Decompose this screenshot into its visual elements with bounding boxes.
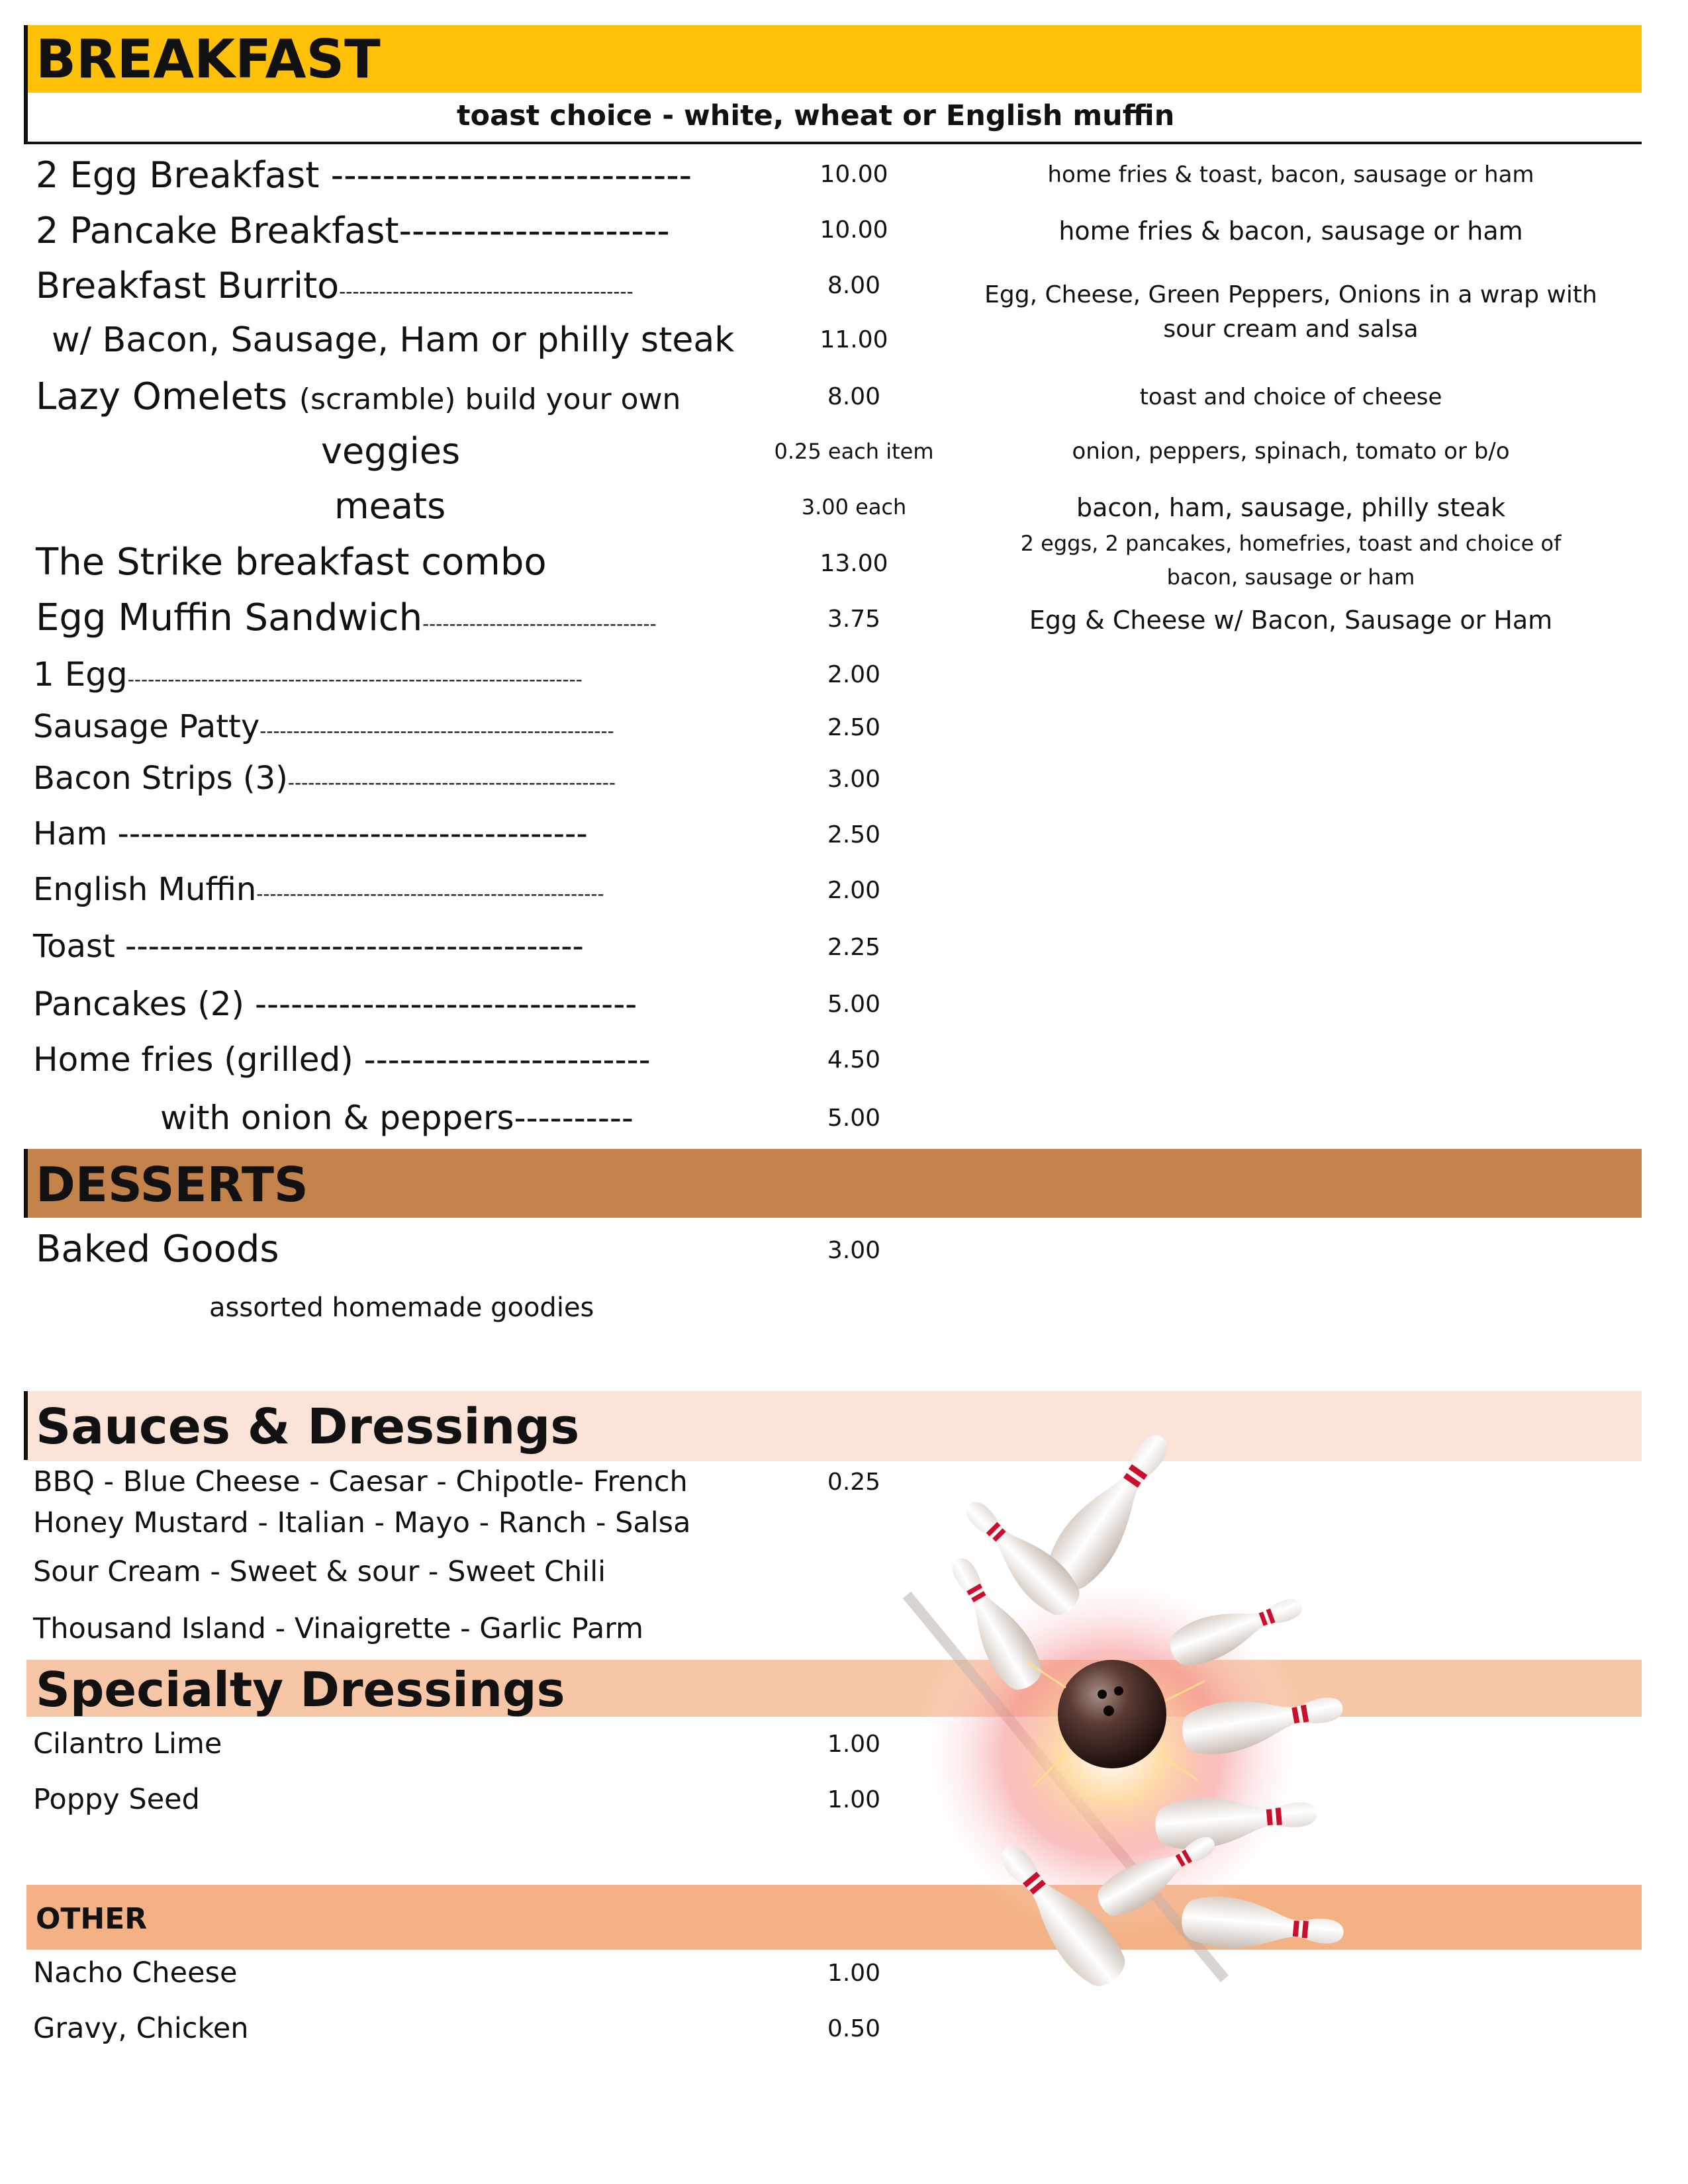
item-note: toast and choice of cheese — [1139, 384, 1442, 410]
item-note: Egg & Cheese w/ Bacon, Sausage or Ham — [1029, 606, 1553, 635]
toast-choice-note: toast choice - white, wheat or English muffin — [457, 99, 1175, 132]
item-dash-leader: ----------------------------------------------------- — [259, 720, 614, 742]
sauce-line: BBQ - Blue Cheese - Caesar - Chipotle- French — [33, 1465, 688, 1498]
menu-item-ham: Ham ----------------------------------------- — [33, 815, 588, 852]
other-item: Gravy, Chicken — [33, 2012, 249, 2045]
menu-item-lazy-omelets — [36, 375, 681, 418]
desserts-left-rule — [24, 1149, 28, 1218]
menu-item-home-fries-onion-peppers: with onion & peppers---------- — [160, 1099, 633, 1137]
bowling-strike-image — [894, 1410, 1489, 2071]
menu-item-2-egg-breakfast: 2 Egg Breakfast ---------------------------- — [36, 154, 692, 196]
sauces-left-rule — [24, 1391, 28, 1460]
item-name: Breakfast Burrito — [36, 265, 340, 306]
item-dash-leader: -------------------------------------------------------------------- — [127, 668, 583, 690]
sauce-line: Thousand Island - Vinaigrette - Garlic Parm — [33, 1612, 644, 1645]
specialty-item: Poppy Seed — [33, 1783, 200, 1816]
sauce-line: Sour Cream - Sweet & sour - Sweet Chili — [33, 1555, 606, 1588]
item-note: onion, peppers, spinach, tomato or b/o — [1072, 438, 1510, 465]
bowling-pins-icon — [894, 1410, 1489, 2071]
menu-item-home-fries: Home fries (grilled) ------------------------ — [33, 1040, 651, 1079]
menu-item-veggies: veggies — [321, 430, 461, 472]
breakfast-divider — [24, 142, 1642, 144]
menu-item-burrito-meat-upgrade: w/ Bacon, Sausage, Ham or philly steak — [52, 320, 735, 360]
breakfast-left-rule — [24, 25, 28, 144]
menu-item-meats: meats — [334, 485, 446, 527]
other-item: Nacho Cheese — [33, 1956, 238, 1989]
item-note: Egg, Cheese, Green Peppers, Onions in a wrap with sour cream and salsa — [984, 281, 1597, 343]
specialty-title: Specialty Dressings — [36, 1662, 565, 1717]
menu-item-bacon-strips — [33, 760, 616, 797]
item-name: English Muffin — [33, 871, 257, 908]
item-note: 2 eggs, 2 pancakes, homefries, toast and choice of bacon, sausage or ham — [1020, 531, 1562, 590]
menu-item-baked-goods: Baked Goods — [36, 1228, 279, 1271]
menu-item-toast: Toast ---------------------------------------- — [33, 928, 584, 965]
menu-item-1-egg — [33, 655, 583, 694]
sauce-line: Honey Mustard - Italian - Mayo - Ranch - Salsa — [33, 1506, 691, 1539]
menu-item-english-muffin — [33, 871, 604, 908]
sauces-title: Sauces & Dressings — [36, 1398, 580, 1455]
menu-item-pancakes: Pancakes (2) -------------------------------- — [33, 985, 637, 1023]
item-note: home fries & toast, bacon, sausage or ham — [1047, 161, 1534, 188]
breakfast-title: BREAKFAST — [36, 28, 381, 90]
item-name: 1 Egg — [33, 655, 128, 694]
item-name: Bacon Strips (3) — [33, 760, 288, 797]
breakfast-header — [26, 25, 1642, 93]
desserts-title: DESSERTS — [36, 1157, 308, 1212]
item-name: Egg Muffin Sandwich — [36, 596, 423, 639]
item-dash-leader: ------------------------------------------------- — [287, 772, 616, 794]
specialty-item: Cilantro Lime — [33, 1727, 222, 1760]
menu-item-strike-combo: The Strike breakfast combo — [36, 541, 547, 584]
menu-item-egg-muffin-sandwich — [36, 596, 657, 639]
item-dash-leader: ----------------------------------- — [422, 613, 657, 635]
item-name: Sausage Patty — [33, 708, 260, 745]
other-title: OTHER — [36, 1902, 148, 1936]
item-subtext: assorted homemade goodies — [209, 1293, 594, 1323]
menu-item-sausage-patty — [33, 708, 614, 745]
item-dash-leader: -------------------------------------------- — [339, 281, 633, 302]
item-dash-leader: ---------------------------------------------------- — [256, 883, 604, 905]
item-name: Lazy Omelets — [36, 375, 288, 418]
menu-item-2-pancake-breakfast: 2 Pancake Breakfast--------------------- — [36, 210, 670, 251]
item-note: bacon, ham, sausage, philly steak — [1076, 493, 1506, 522]
desserts-header — [26, 1149, 1642, 1218]
menu-item-breakfast-burrito — [36, 265, 633, 306]
item-note: home fries & bacon, sausage or ham — [1058, 216, 1523, 246]
item-name-detail: (scramble) build your own — [299, 383, 681, 416]
